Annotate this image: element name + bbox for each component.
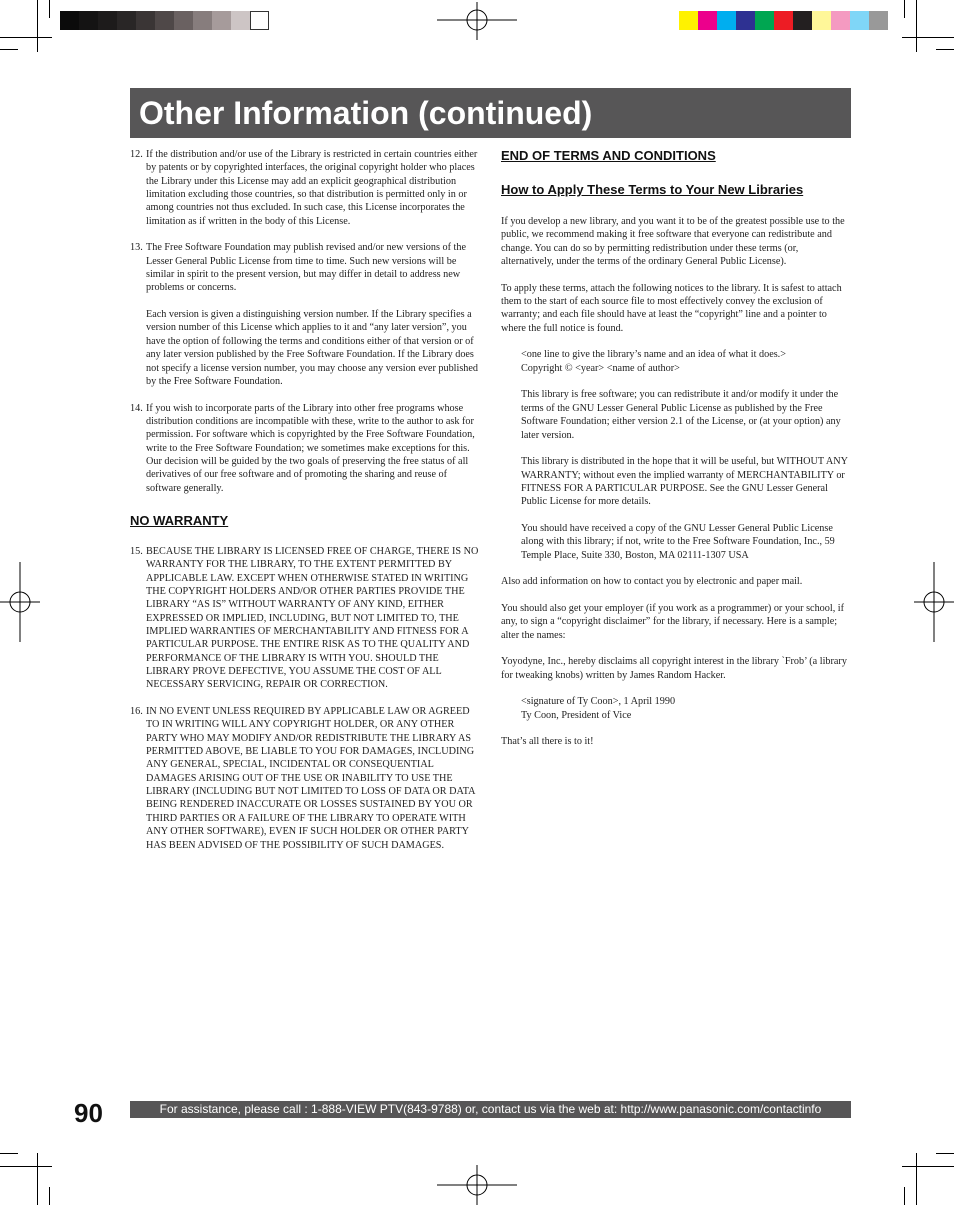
color-swatch (736, 11, 755, 30)
paragraph: To apply these terms, attach the following notices to the library. It is safest to attach them to the start of each source file to most effectively convey the exclusion of warranty; and each file should have at least the “copyright” line and a pointer to where the full notice is found. (501, 282, 842, 334)
color-swatch (717, 11, 736, 30)
clause-number: 15. (130, 545, 143, 557)
footer-assistance-bar: For assistance, please call : 1-888-VIEW PTV(843-9788) or, contact us via the web at: http://www.panasonic.com/contactinfo (130, 1101, 851, 1118)
clause-15 (130, 545, 482, 692)
color-swatch (774, 11, 793, 30)
clause-13 (130, 241, 482, 294)
color-swatch (174, 11, 193, 30)
color-swatch (136, 11, 155, 30)
clause-number: 13. (130, 242, 143, 254)
page-header-bar (130, 88, 851, 138)
color-swatch (79, 11, 98, 30)
clause-12 (130, 148, 482, 228)
clause-13-continued: Each version is given a distinguishing version number. If the Library specifies a version number of this License which applies to it and “any later version”, you have the option of following the terms and conditions either of that version or of any later version published by the Free Software Foundation. If the Library does not specify a license version number, you may choose any version ever published by the Free Software Foundation. (146, 309, 479, 387)
color-swatch (755, 11, 774, 30)
clause-number: 14. (130, 402, 143, 414)
color-swatch (698, 11, 717, 30)
paragraph: That’s all there is to it! (501, 736, 594, 748)
color-swatch (869, 11, 888, 30)
notice-header (501, 348, 853, 375)
how-to-apply-heading: How to Apply These Terms to Your New Libraries (501, 182, 804, 197)
signature-line: Ty Coon, President of Vice (521, 709, 632, 721)
grayscale-calibration-strip (60, 11, 269, 30)
page-title: Other Information (continued) (139, 95, 593, 131)
clause-text: If the distribution and/or use of the Library is restricted in certain countries either by patents or by copyrighted interfaces, the original copyright holder who places the Library under this License may add an explicit geographical distribution limitation excluding those countries, so that distribution is permitted only in or among countries not thus excluded. In such case, this License incorporates the limitation as if written in the body of this License. (146, 149, 478, 227)
notice-paragraph: You should have received a copy of the GNU Lesser General Public License along with this library; if not, write to the Free Software Foundation, Inc., 59 Temple Place, Suite 330, Boston, MA 02111-1307 USA (521, 522, 835, 561)
notice-paragraph: This library is free software; you can redistribute it and/or modify it under the terms of the GNU Lesser General Public License as published by the Free Software Foundation; either version 2.1 of the License, or (at your option) any later version. (521, 389, 841, 441)
color-swatch (812, 11, 831, 30)
signature-line: <signature of Ty Coon>, 1 April 1990 (521, 696, 676, 708)
notice-line: Copyright © <year> <name of author> (521, 362, 680, 374)
right-column (501, 148, 853, 762)
color-swatch (212, 11, 231, 30)
clause-text: IN NO EVENT UNLESS REQUIRED BY APPLICABLE LAW OR AGREED TO IN WRITING WILL ANY COPYRIGHT HOLDER, OR ANY OTHER PARTY WHO MAY MODIFY AND/OR REDISTRIBUTE THE LIBRARY AS PERMITTED ABOVE, BE LIABLE TO YOU FOR DAMAGES, INCLUDING ANY GENERAL, SPECIAL, INCIDENTAL OR CONSEQUENTIAL DAMAGES ARISING OUT OF THE USE OR INABILITY TO USE THE LIBRARY (INCLUDING BUT NOT LIMITED TO LOSS OF DATA OR DATA BEING RENDERED INACCURATE OR LOSSES SUSTAINED BY YOU OR THIRD PARTIES OR A FAILURE OF THE LIBRARY TO OPERATE WITH ANY OTHER SOFTWARE), EVEN IF SUCH HOLDER OR OTHER PARTY HAS BEEN ADVISED OF THE POSSIBILITY OF SUCH DAMAGES. (146, 706, 475, 851)
color-calibration-strip (679, 11, 888, 30)
clause-number: 12. (130, 149, 143, 160)
paragraph: If you develop a new library, and you want it to be of the greatest possible use to the public, we recommend making it free software that everyone can redistribute and change. You can do so by permitting redistribution under these terms (or, alternatively, under the terms of the ordinary General Public License). (501, 216, 845, 268)
clause-14 (130, 402, 482, 495)
paragraph: You should also get your employer (if you work as a programmer) or your school, if any, to sign a “copyright disclaimer” for the library, if necessary. Here is a sample; alter the names: (501, 602, 845, 641)
color-swatch (98, 11, 117, 30)
color-swatch (850, 11, 869, 30)
color-swatch (250, 11, 269, 30)
clause-text: The Free Software Foundation may publish revised and/or new versions of the Lesser General Public License from time to time. Such new versions will be similar in spirit to the present version, but may differ in detail to address new problems or concerns. (146, 242, 466, 294)
color-swatch (193, 11, 212, 30)
signature-block (501, 695, 853, 722)
notice-paragraph: This library is distributed in the hope that it will be useful, but WITHOUT ANY WARRANTY; without even the implied warranty of MERCHANTABILITY or FITNESS FOR A PARTICULAR PURPOSE. See the GNU Lesser General Public License for more details. (521, 456, 848, 508)
clause-text: If you wish to incorporate parts of the Library into other free programs whose distribution conditions are incompatible with these, write to the author to ask for permission. For software which is copyrighted by the Free Software Foundation, write to the Free Software Foundation; we sometimes make exceptions for this. Our decision will be guided by the two goals of preserving the free status of all derivatives of our free software and of promoting the sharing and reuse of software generally. (146, 402, 475, 494)
color-swatch (155, 11, 174, 30)
page-number: 90 (74, 1098, 103, 1128)
color-swatch (679, 11, 698, 30)
color-swatch (60, 11, 79, 30)
clause-16 (130, 705, 482, 852)
color-swatch (231, 11, 250, 30)
notice-line: <one line to give the library’s name and an idea of what it does.> (521, 349, 786, 361)
paragraph: Yoyodyne, Inc., hereby disclaims all copyright interest in the library `Frob’ (a library for tweaking knobs) written by James Random Hacker. (501, 656, 847, 681)
end-of-terms-heading: END OF TERMS AND CONDITIONS (501, 148, 716, 163)
clause-text: BECAUSE THE LIBRARY IS LICENSED FREE OF CHARGE, THERE IS NO WARRANTY FOR THE LIBRARY, TO THE EXTENT PERMITTED BY APPLICABLE LAW. EXCEPT WHEN OTHERWISE STATED IN WRITING THE COPYRIGHT HOLDERS AND/OR OTHER PARTIES PROVIDE THE LIBRARY “AS IS” WITHOUT WARRANTY OF ANY KIND, EITHER EXPRESSED OR IMPLIED, INCLUDING, BUT NOT LIMITED TO, THE IMPLIED WARRANTIES OF MERCHANTABILITY AND FITNESS FOR A PARTICULAR PURPOSE. THE ENTIRE RISK AS TO THE QUALITY AND PERFORMANCE OF THE LIBRARY IS WITH YOU. SHOULD THE LIBRARY PROVE DEFECTIVE, YOU ASSUME THE COST OF ALL NECESSARY SERVICING, REPAIR OR CORRECTION. (146, 545, 479, 691)
color-swatch (117, 11, 136, 30)
left-column (130, 148, 482, 865)
color-swatch (793, 11, 812, 30)
no-warranty-heading: NO WARRANTY (130, 512, 229, 528)
paragraph: Also add information on how to contact you by electronic and paper mail. (501, 576, 803, 588)
clause-number: 16. (130, 706, 143, 718)
color-swatch (831, 11, 850, 30)
